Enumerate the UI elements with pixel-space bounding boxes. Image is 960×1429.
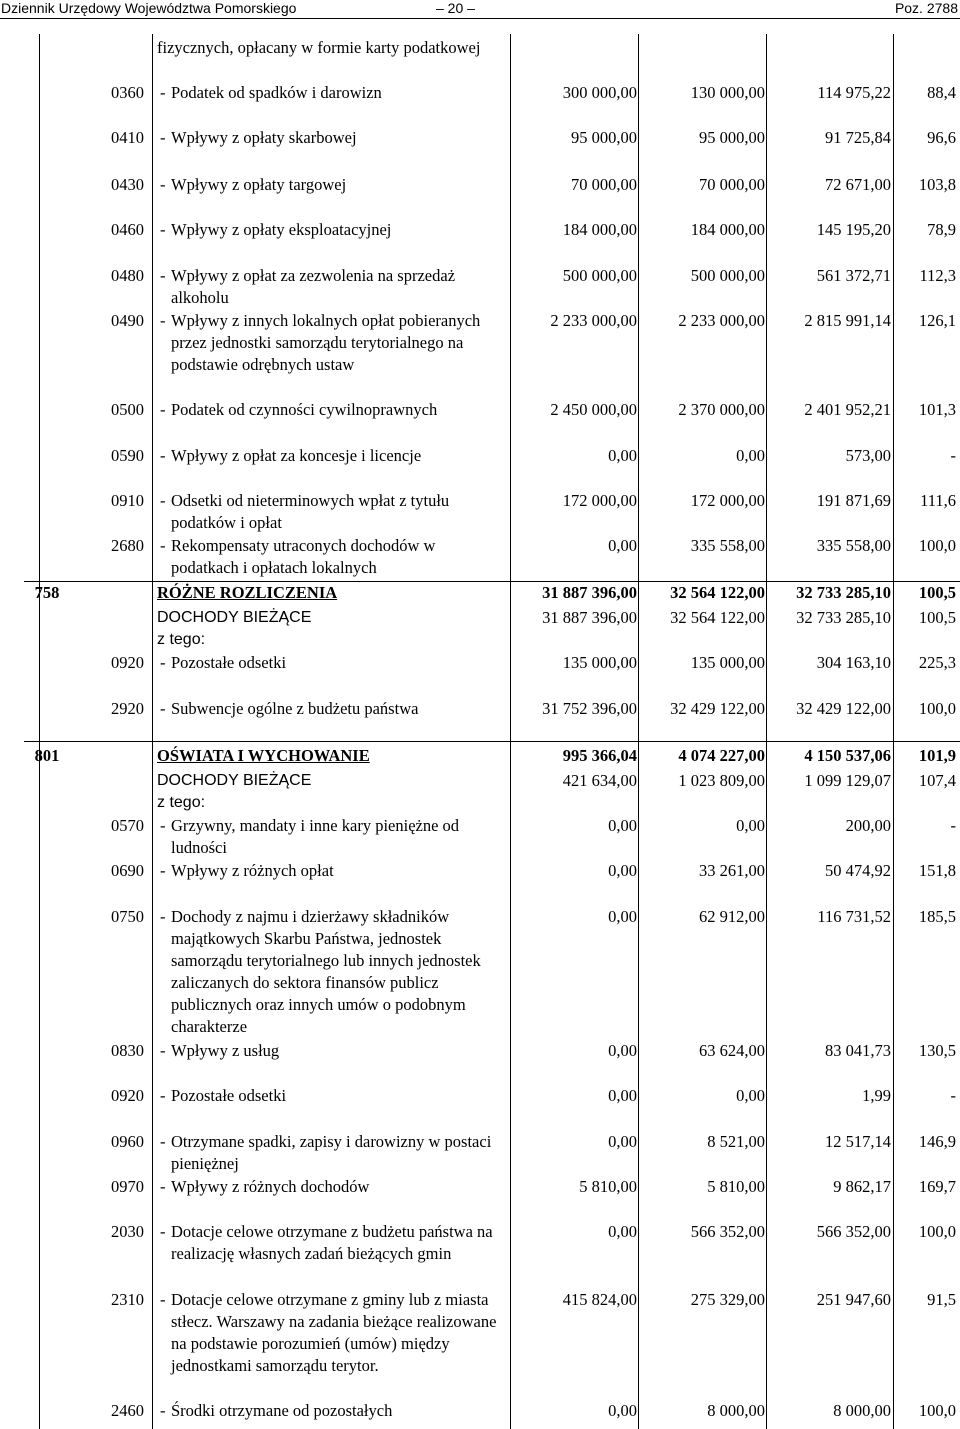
row-description: - Wpływy z opłat za koncesje i licencje xyxy=(160,446,422,465)
row-plan-after-changes: 62 912,00 xyxy=(699,907,765,926)
row-percent: 88,4 xyxy=(927,83,956,102)
row-plan-value: 415 824,00 xyxy=(562,1290,637,1309)
row-description: fizycznych, opłacany w formie karty podatkowej xyxy=(157,38,481,57)
row-execution: 251 947,60 xyxy=(816,1290,891,1309)
row-plan-value: 184 000,00 xyxy=(562,220,637,239)
section-rule xyxy=(24,741,960,742)
row-execution: 12 517,14 xyxy=(825,1132,891,1151)
row-paragraph-code: 0960 xyxy=(111,1132,144,1151)
row-paragraph-code: 0500 xyxy=(111,400,144,419)
row-plan-after-changes: 70 000,00 xyxy=(699,175,765,194)
row-description: - Otrzymane spadki, zapisy i darowizny w postaci pieniężnej xyxy=(160,1132,492,1173)
row-description: - Dotacje celowe otrzymane z gminy lub z miasta stłecz. Warszawy na zadania bieżące realizowane na podstawie porozumień (umów) między jednostkami samorządu terytor. xyxy=(160,1290,497,1375)
row-paragraph-code: 0590 xyxy=(111,446,144,465)
row-paragraph-code: 2680 xyxy=(111,536,144,555)
row-description: - Podatek od spadków i darowizn xyxy=(160,83,382,102)
column-rule xyxy=(39,34,40,1429)
row-description: - Wpływy z opłaty targowej xyxy=(160,175,347,194)
row-plan-value: 0,00 xyxy=(608,1086,637,1105)
row-execution: 2 815 991,14 xyxy=(804,311,891,330)
page-number: – 20 – xyxy=(436,0,475,16)
row-execution: 566 352,00 xyxy=(816,1222,891,1241)
row-percent: 78,9 xyxy=(927,220,956,239)
row-plan-value: 0,00 xyxy=(608,1132,637,1151)
row-percent: 130,5 xyxy=(918,1041,956,1060)
row-execution: 2 401 952,21 xyxy=(804,400,891,419)
page-header xyxy=(0,0,960,18)
row-plan-after-changes: 184 000,00 xyxy=(690,220,765,239)
row-execution: 1,99 xyxy=(862,1086,891,1105)
row-execution: 8 000,00 xyxy=(833,1401,891,1420)
row-plan-after-changes: 32 429 122,00 xyxy=(670,699,765,718)
row-plan-value: 31 887 396,00 xyxy=(542,583,637,602)
row-percent: 100,5 xyxy=(918,608,956,627)
row-plan-after-changes: 0,00 xyxy=(736,816,765,835)
row-description: DOCHODY BIEŻĄCE xyxy=(157,772,312,789)
row-plan-value: 0,00 xyxy=(608,536,637,555)
row-plan-after-changes: 172 000,00 xyxy=(690,491,765,510)
row-plan-after-changes: 275 329,00 xyxy=(690,1290,765,1309)
row-plan-after-changes: 0,00 xyxy=(736,1086,765,1105)
column-rule xyxy=(766,34,767,1429)
row-paragraph-code: 0460 xyxy=(111,220,144,239)
row-execution: 1 099 129,07 xyxy=(804,771,891,790)
row-plan-value: 31 887 396,00 xyxy=(542,608,637,627)
row-percent: - xyxy=(950,446,956,465)
row-plan-after-changes: 2 233 000,00 xyxy=(678,311,765,330)
row-percent: 100,0 xyxy=(918,536,956,555)
row-paragraph-code: 2310 xyxy=(111,1290,144,1309)
row-description: - Dochody z najmu i dzierżawy składników majątkowych Skarbu Państwa, jednostek samorządu terytorialnego lub innych jednostek zaliczanych do sektora finansów publicz publicznych oraz innych umów o podobnym charakterze xyxy=(160,907,481,1036)
row-plan-after-changes: 33 261,00 xyxy=(699,861,765,880)
row-execution: 83 041,73 xyxy=(825,1041,891,1060)
column-rule xyxy=(152,34,153,1429)
row-percent: 169,7 xyxy=(918,1177,956,1196)
row-plan-after-changes: 8 000,00 xyxy=(707,1401,765,1420)
row-plan-after-changes: 0,00 xyxy=(736,446,765,465)
row-plan-after-changes: 130 000,00 xyxy=(690,83,765,102)
row-description: - Wpływy z opłat za zezwolenia na sprzedaż alkoholu xyxy=(160,266,456,307)
row-description: - Wpływy z usług xyxy=(160,1041,280,1060)
row-execution: 91 725,84 xyxy=(825,128,891,147)
row-plan-after-changes: 63 624,00 xyxy=(699,1041,765,1060)
row-paragraph-code: 2920 xyxy=(111,699,144,718)
row-percent: 100,0 xyxy=(918,1222,956,1241)
row-description: - Środki otrzymane od pozostałych xyxy=(160,1401,393,1420)
row-description: - Wpływy z różnych opłat xyxy=(160,861,334,880)
row-description: z tego: xyxy=(157,794,206,811)
row-percent: 107,4 xyxy=(918,771,956,790)
row-percent: 103,8 xyxy=(918,175,956,194)
row-plan-after-changes: 500 000,00 xyxy=(690,266,765,285)
row-plan-value: 0,00 xyxy=(608,1041,637,1060)
row-plan-value: 5 810,00 xyxy=(579,1177,637,1196)
row-plan-value: 0,00 xyxy=(608,907,637,926)
row-plan-value: 135 000,00 xyxy=(562,653,637,672)
row-execution: 72 671,00 xyxy=(825,175,891,194)
row-percent: 100,5 xyxy=(918,583,956,602)
row-percent: 111,6 xyxy=(920,491,956,510)
row-execution: 9 862,17 xyxy=(833,1177,891,1196)
row-plan-after-changes: 566 352,00 xyxy=(690,1222,765,1241)
row-description: - Pozostałe odsetki xyxy=(160,653,287,672)
row-description: OŚWIATA I WYCHOWANIE xyxy=(157,746,370,765)
row-plan-value: 2 450 000,00 xyxy=(550,400,637,419)
row-paragraph-code: 0480 xyxy=(111,266,144,285)
row-description: - Wpływy z opłaty skarbowej xyxy=(160,128,357,147)
row-plan-after-changes: 95 000,00 xyxy=(699,128,765,147)
row-execution: 561 372,71 xyxy=(816,266,891,285)
row-execution: 304 163,10 xyxy=(816,653,891,672)
row-plan-value: 0,00 xyxy=(608,816,637,835)
row-execution: 200,00 xyxy=(845,816,891,835)
row-description: - Odsetki od nieterminowych wpłat z tytułu podatków i opłat xyxy=(160,491,450,532)
row-execution: 191 871,69 xyxy=(816,491,891,510)
row-percent: 185,5 xyxy=(918,907,956,926)
row-plan-after-changes: 335 558,00 xyxy=(690,536,765,555)
row-percent: - xyxy=(950,816,956,835)
row-plan-value: 172 000,00 xyxy=(562,491,637,510)
row-percent: 91,5 xyxy=(927,1290,956,1309)
row-plan-after-changes: 32 564 122,00 xyxy=(670,583,765,602)
row-paragraph-code: 0430 xyxy=(111,175,144,194)
row-description: - Dotacje celowe otrzymane z budżetu państwa na realizację własnych zadań bieżących gmin xyxy=(160,1222,493,1263)
row-plan-after-changes: 2 370 000,00 xyxy=(678,400,765,419)
row-plan-value: 0,00 xyxy=(608,1222,637,1241)
row-plan-value: 2 233 000,00 xyxy=(550,311,637,330)
row-plan-value: 995 366,04 xyxy=(562,746,637,765)
row-section-code: 758 xyxy=(34,583,60,602)
row-percent: 126,1 xyxy=(918,311,956,330)
row-percent: - xyxy=(950,1086,956,1105)
row-description: - Rekompensaty utraconych dochodów w podatkach i opłatach lokalnych xyxy=(160,536,436,577)
row-paragraph-code: 0970 xyxy=(111,1177,144,1196)
row-paragraph-code: 0360 xyxy=(111,83,144,102)
row-execution: 145 195,20 xyxy=(816,220,891,239)
row-percent: 96,6 xyxy=(927,128,956,147)
row-execution: 32 733 285,10 xyxy=(796,608,891,627)
row-plan-value: 500 000,00 xyxy=(562,266,637,285)
row-paragraph-code: 0570 xyxy=(111,816,144,835)
row-description: z tego: xyxy=(157,631,206,648)
row-description: - Wpływy z innych lokalnych opłat pobieranych przez jednostki samorządu terytorialnego na podstawie odrębnych ustaw xyxy=(160,311,481,374)
row-plan-after-changes: 1 023 809,00 xyxy=(678,771,765,790)
row-paragraph-code: 2030 xyxy=(111,1222,144,1241)
row-plan-value: 95 000,00 xyxy=(571,128,637,147)
row-plan-value: 70 000,00 xyxy=(571,175,637,194)
row-description: - Grzywny, mandaty i inne kary pieniężne od ludności xyxy=(160,816,460,857)
row-execution: 50 474,92 xyxy=(825,861,891,880)
row-execution: 32 429 122,00 xyxy=(796,699,891,718)
row-percent: 100,0 xyxy=(918,699,956,718)
row-paragraph-code: 0750 xyxy=(111,907,144,926)
row-plan-after-changes: 4 074 227,00 xyxy=(678,746,765,765)
row-execution: 573,00 xyxy=(845,446,891,465)
row-execution: 4 150 537,06 xyxy=(804,746,891,765)
row-description: RÓŻNE ROZLICZENIA xyxy=(157,583,338,602)
row-description: - Pozostałe odsetki xyxy=(160,1086,287,1105)
row-percent: 151,8 xyxy=(918,861,956,880)
row-plan-after-changes: 8 521,00 xyxy=(707,1132,765,1151)
row-percent: 101,9 xyxy=(918,746,956,765)
row-paragraph-code: 0910 xyxy=(111,491,144,510)
journal-title: Dziennik Urzędowy Województwa Pomorskiego xyxy=(1,0,297,16)
row-percent: 100,0 xyxy=(918,1401,956,1420)
row-plan-value: 421 634,00 xyxy=(562,771,637,790)
column-rule xyxy=(893,34,894,1429)
row-plan-after-changes: 5 810,00 xyxy=(707,1177,765,1196)
row-plan-value: 0,00 xyxy=(608,861,637,880)
column-rule xyxy=(510,34,511,1429)
position-number: Poz. 2788 xyxy=(894,0,958,16)
row-paragraph-code: 0490 xyxy=(111,311,144,330)
row-plan-value: 300 000,00 xyxy=(562,83,637,102)
row-execution: 335 558,00 xyxy=(816,536,891,555)
row-paragraph-code: 0920 xyxy=(111,1086,144,1105)
row-paragraph-code: 0920 xyxy=(111,653,144,672)
row-description: - Podatek od czynności cywilnoprawnych xyxy=(160,400,438,419)
row-plan-after-changes: 135 000,00 xyxy=(690,653,765,672)
row-paragraph-code: 0690 xyxy=(111,861,144,880)
row-execution: 114 975,22 xyxy=(817,83,891,102)
row-execution: 32 733 285,10 xyxy=(796,583,891,602)
row-plan-after-changes: 32 564 122,00 xyxy=(670,608,765,627)
row-section-code: 801 xyxy=(34,746,60,765)
row-plan-value: 31 752 396,00 xyxy=(542,699,637,718)
row-paragraph-code: 2460 xyxy=(111,1401,144,1420)
row-percent: 101,3 xyxy=(918,400,956,419)
row-percent: 146,9 xyxy=(918,1132,956,1151)
row-description: DOCHODY BIEŻĄCE xyxy=(157,609,312,626)
row-plan-value: 0,00 xyxy=(608,1401,637,1420)
row-description: - Subwencje ogólne z budżetu państwa xyxy=(160,699,419,718)
row-paragraph-code: 0410 xyxy=(111,128,144,147)
row-plan-value: 0,00 xyxy=(608,446,637,465)
row-percent: 225,3 xyxy=(918,653,956,672)
row-percent: 112,3 xyxy=(919,266,956,285)
header-rule xyxy=(0,18,960,19)
row-description: - Wpływy z różnych dochodów xyxy=(160,1177,370,1196)
row-execution: 116 731,52 xyxy=(817,907,891,926)
row-description: - Wpływy z opłaty eksploatacyjnej xyxy=(160,220,392,239)
column-rule xyxy=(638,34,639,1429)
row-paragraph-code: 0830 xyxy=(111,1041,144,1060)
